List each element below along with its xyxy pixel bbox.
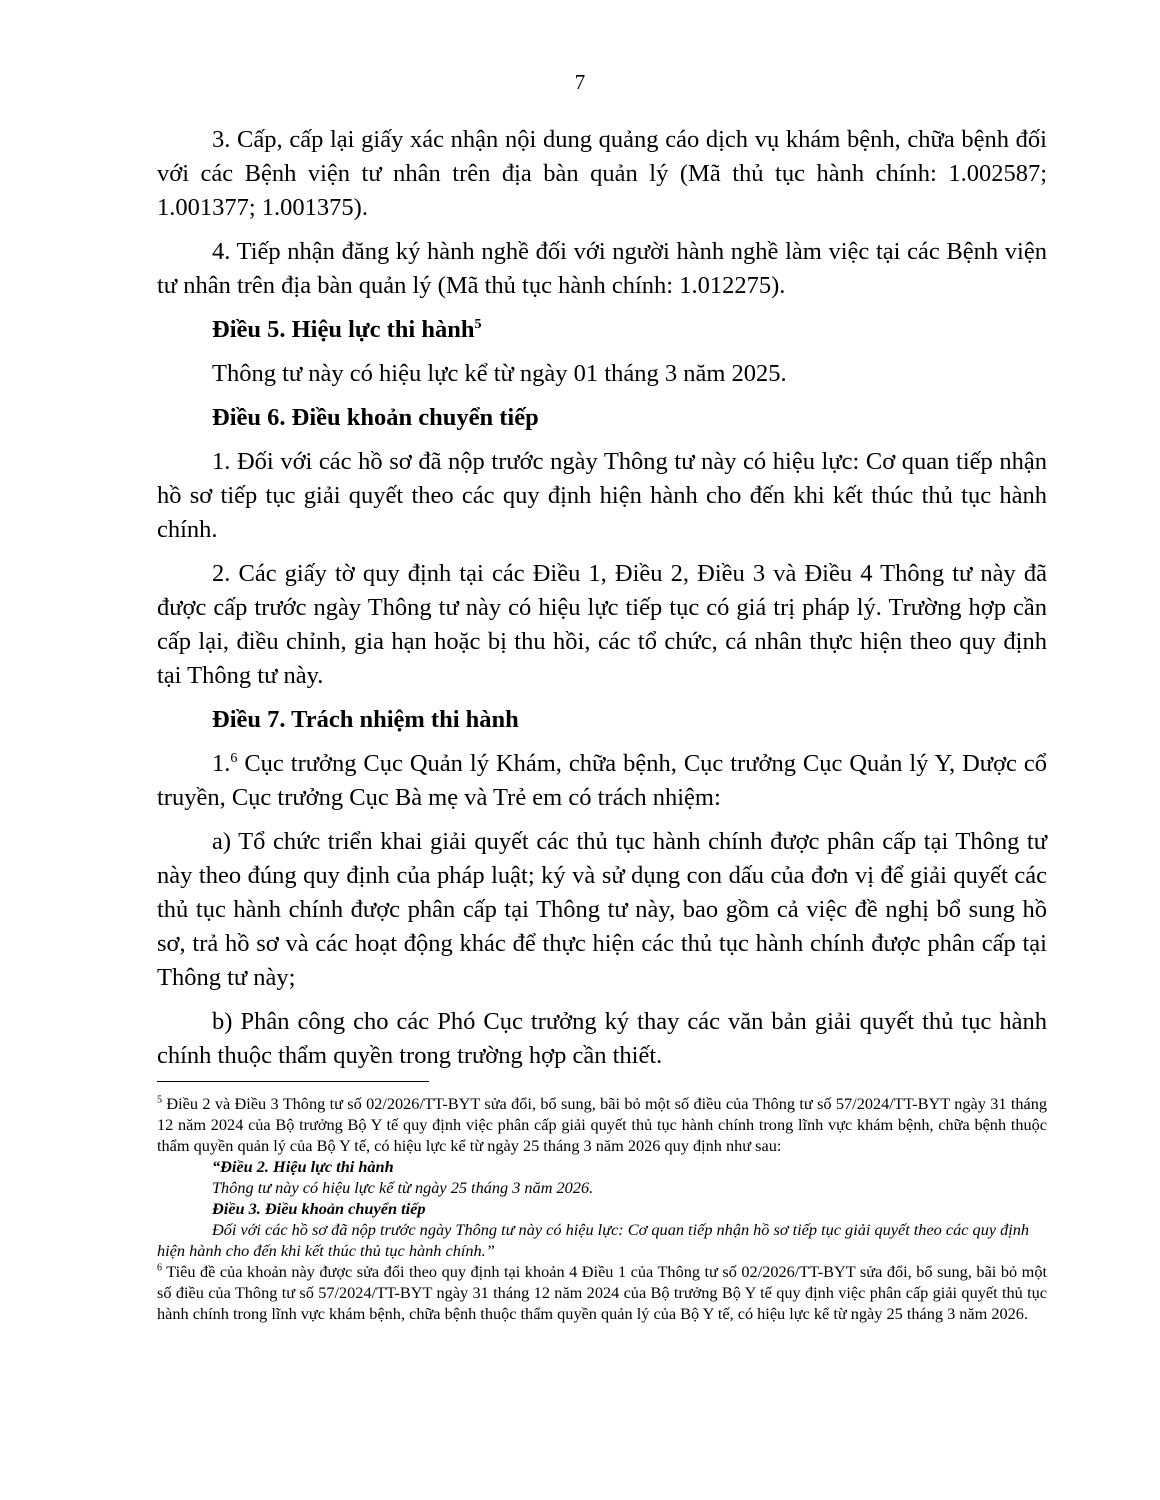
article-6-clause-2: 2. Các giấy tờ quy định tại các Điều 1, Điều 2, Điều 3 và Điều 4 Thông tư này đã được cấp trước ngày Thông tư này có hiệu lực tiếp tục có giá trị pháp lý. Trường hợp cần cấp lại, điều chỉnh, gia hạn hoặc bị thu hồi, các tổ chức, cá nhân thực hiện theo quy định tại Thông tư này. [157,560,1047,689]
quoted-article-3-heading: Điều 3. Điều khoản chuyển tiếp [212,1199,426,1218]
quoted-article-2-heading: “Điều 2. Hiệu lực thi hành [212,1157,394,1176]
clause-1-text: Cục trưởng Cục Quản lý Khám, chữa bệnh, Cục trưởng Cục Quản lý Y, Dược cổ truyền, Cục trưởng Cục Bà mẹ và Trẻ em có trách nhiệm: [157,750,1047,811]
footnote-6-text: Tiêu đề của khoản này được sửa đổi theo quy định tại khoản 4 Điều 1 của Thông tư số 02/2026/TT-BYT sửa đổi, bổ sung, bãi bỏ một số điều của Thông tư số 57/2024/TT-BYT ngày 31 tháng 12 năm 2024 của Bộ trưởng Bộ Y tế quy định việc phân cấp giải quyết thủ tục hành chính trong lĩnh vực khám bệnh, chữa bệnh thuộc thẩm quyền quản lý của Bộ Y tế, có hiệu lực kể từ ngày 25 tháng 3 năm 2026. [157,1262,1047,1323]
article-7-heading: Điều 7. Trách nhiệm thi hành [212,706,519,733]
article-7-clause-1 [157,747,1047,815]
article-5-title: Điều 5. Hiệu lực thi hành [212,316,475,343]
page-number: 7 [574,70,586,94]
clause-3-paragraph: 3. Cấp, cấp lại giấy xác nhận nội dung quảng cáo dịch vụ khám bệnh, chữa bệnh đối với các Bệnh viện tư nhân trên địa bàn quản lý (Mã thủ tục hành chính: 1.002587; 1.001377; 1.001375). [157,126,1047,221]
footnote-5-text: Điều 2 và Điều 3 Thông tư số 02/2026/TT-BYT sửa đổi, bổ sung, bãi bỏ một số điều của Thông tư số 57/2024/TT-BYT ngày 31 tháng 12 năm 2024 của Bộ trưởng Bộ Y tế quy định việc phân cấp giải quyết thủ tục hành chính trong lĩnh vực khám bệnh, chữa bệnh thuộc thẩm quyền quản lý của Bộ Y tế, có hiệu lực kể từ ngày 25 tháng 3 năm 2026 quy định như sau: [157,1094,1047,1155]
footnote-5 [157,1093,1047,1156]
footnote-6-mark: 6 [157,1262,162,1274]
footnote-6 [157,1261,1047,1324]
footnote-divider [157,1081,429,1082]
article-7-point-a: a) Tổ chức triển khai giải quyết các thủ tục hành chính được phân cấp tại Thông tư này theo đúng quy định của pháp luật; ký và sử dụng con dấu của đơn vị để giải quyết các thủ tục hành chính được phân cấp tại Thông tư này, bao gồm cả việc đề nghị bổ sung hồ sơ, trả hồ sơ và các hoạt động khác để thực hiện các thủ tục hành chính được phân cấp tại Thông tư này; [157,828,1047,991]
article-5-heading [157,313,1047,347]
article-7-point-b: b) Phân công cho các Phó Cục trưởng ký thay các văn bản giải quyết thủ tục hành chính thuộc thẩm quyền trong trường hợp cần thiết. [157,1008,1047,1069]
document-body [157,123,1047,1083]
quoted-article-2-text: Thông tư này có hiệu lực kể từ ngày 25 tháng 3 năm 2026. [212,1178,594,1197]
article-6-clause-1: 1. Đối với các hồ sơ đã nộp trước ngày Thông tư này có hiệu lực: Cơ quan tiếp nhận hồ sơ tiếp tục giải quyết theo các quy định hiện hành cho đến khi kết thúc thủ tục hành chính. [157,448,1047,543]
article-6-heading: Điều 6. Điều khoản chuyển tiếp [212,404,539,431]
quoted-article-3-text: Đối với các hồ sơ đã nộp trước ngày Thông tư này có hiệu lực: Cơ quan tiếp nhận hồ sơ tiếp tục giải quyết theo các quy định hiện hành cho đến khi kết thúc thủ tục hành chính.” [157,1220,1030,1260]
article-5-paragraph: Thông tư này có hiệu lực kể từ ngày 01 tháng 3 năm 2025. [212,360,787,387]
footnotes [157,1093,1047,1324]
clause-4-paragraph: 4. Tiếp nhận đăng ký hành nghề đối với người hành nghề làm việc tại các Bệnh viện tư nhân trên địa bàn quản lý (Mã thủ tục hành chính: 1.012275). [157,238,1047,299]
clause-number: 1. [212,750,231,777]
footnote-5-mark: 5 [157,1094,162,1106]
footnote-ref-5[interactable]: 5 [474,316,482,332]
footnote-ref-6[interactable]: 6 [230,750,238,766]
